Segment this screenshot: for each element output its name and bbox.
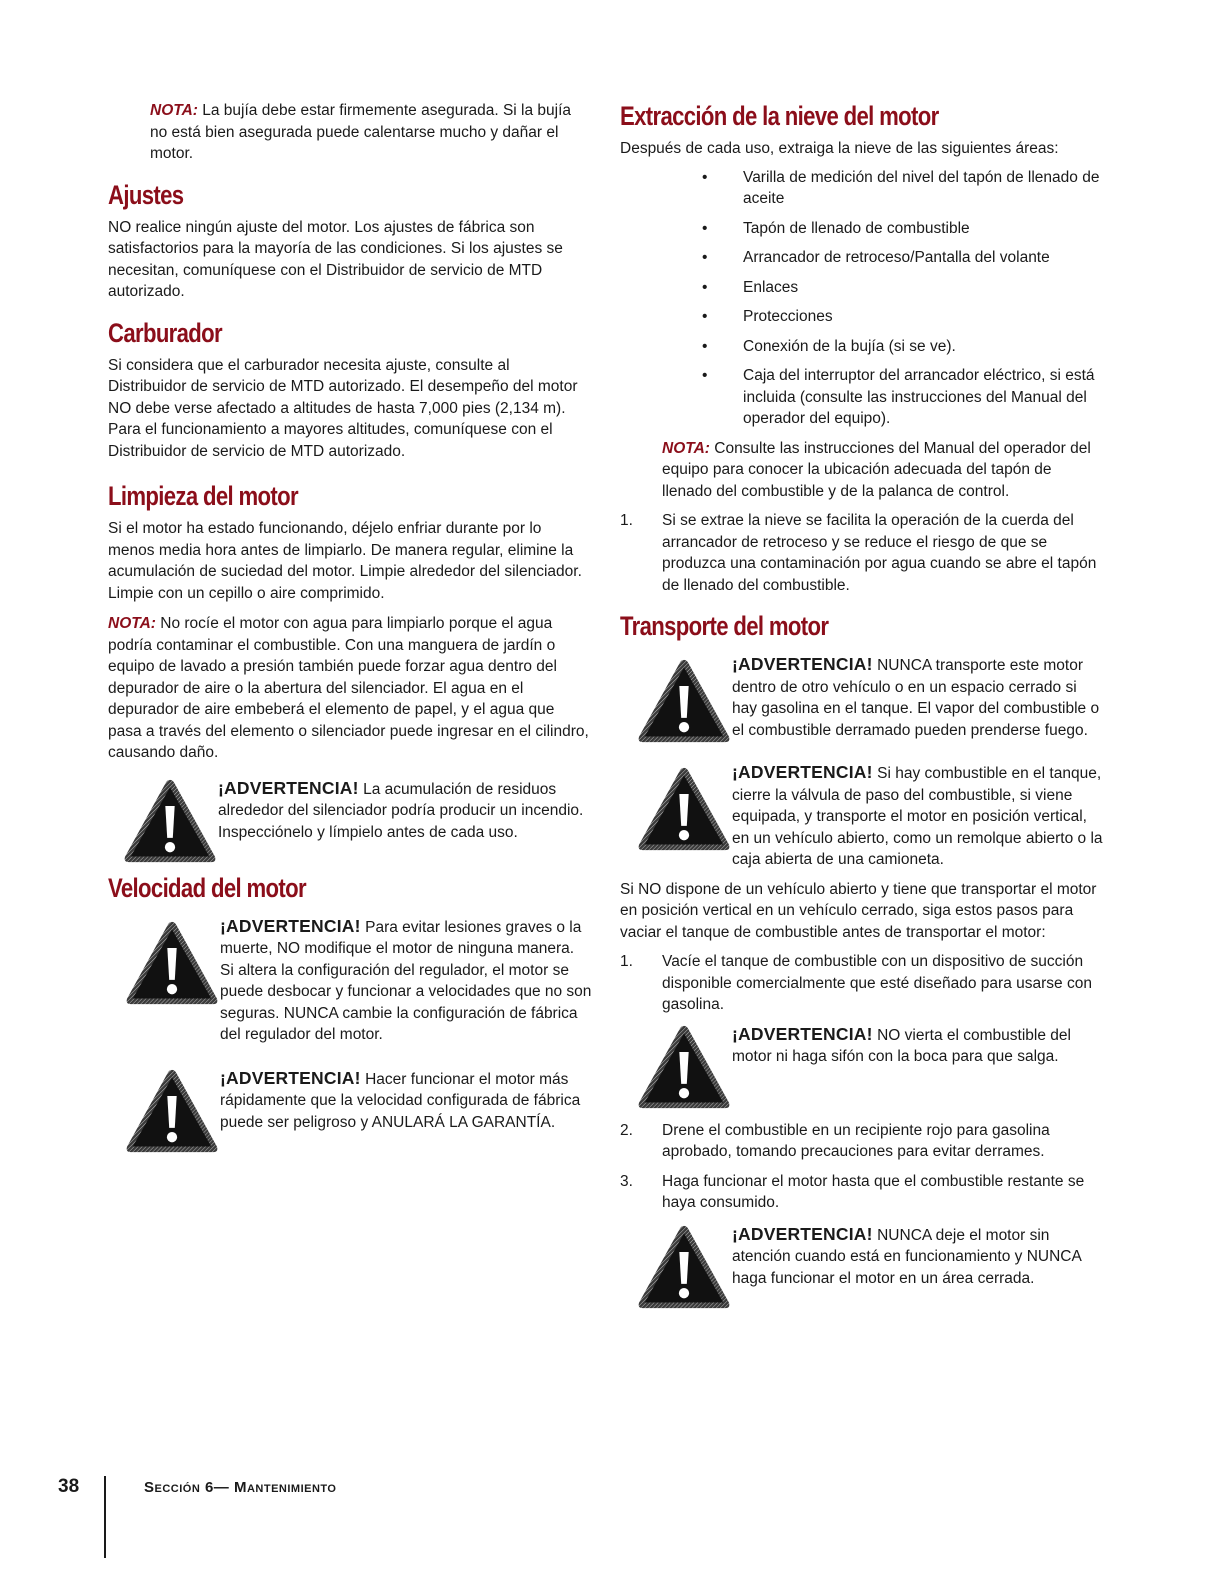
section-title: Sección 6— Mantenimiento: [144, 1479, 337, 1496]
warning-transporte-2: [620, 762, 1104, 871]
warning-triangle-icon: [124, 920, 220, 1006]
heading-limpieza: Limpieza del motor: [108, 481, 298, 511]
warning-text: NO vierta el combustible del motor ni haga sifón con la boca para que salga.: [732, 1026, 1071, 1065]
warning-triangle-icon: [636, 766, 732, 852]
warning-triangle-icon: [636, 658, 732, 744]
extraccion-intro: Después de cada uso, extraiga la nieve de las siguientes áreas:: [620, 140, 1059, 157]
heading-ajustes: Ajustes: [108, 179, 184, 210]
warning-text: La acumulación de residuos alrededor del silenciador podría producir un incendio. Inspecciónelo y límpielo antes de cada uso.: [218, 780, 584, 841]
nota-label: NOTA:: [150, 102, 198, 119]
warning-transporte-4: [620, 1224, 1104, 1310]
warning-text: Para evitar lesiones graves o la muerte, NO modifique el motor de ninguna manera. Si altera la configuración del regulador, el motor se puede desbocar y funcionar a velocidades que no son seguras. NUNCA cambie la configuración de fábrica del regulador del motor.: [220, 918, 592, 1043]
warning-triangle-icon: [122, 778, 218, 864]
list-item: • Enlaces: [702, 278, 799, 296]
limpieza-nota: [108, 613, 592, 764]
warning-title: ¡ADVERTENCIA!: [220, 915, 361, 936]
transporte-step-2: 2. Drene el combustible en un recipiente rojo para gasolina aprobado, tomando precauciones para evitar derrames.: [620, 1121, 1050, 1160]
warning-title: ¡ADVERTENCIA!: [220, 1067, 361, 1088]
nota-label: NOTA:: [662, 439, 710, 457]
warning-velocidad-2: [108, 1068, 592, 1152]
warning-velocidad-1: [108, 916, 592, 1056]
transporte-step-3: 3. Haga funcionar el motor hasta que el combustible restante se haya consumido.: [620, 1172, 1085, 1211]
right-column: [620, 100, 1104, 1310]
nota-text: La bujía debe estar firmemente asegurada. Si la bujía no está bien asegurada puede calentarse mucho y dañar el motor.: [150, 102, 572, 162]
carburador-text: Si considera que el carburador necesita ajuste, consulte al Distribuidor de servicio de MTD autorizado. El desempeño del motor NO debe verse afectado a altitudes de hasta 7,000 pies (2,134 m). Para el funcionamiento a mayores altitudes, comuníquese con el Distribuidor de servicio de MTD autorizado.: [108, 356, 578, 460]
nota-label: NOTA:: [108, 615, 156, 632]
footer-divider: [104, 1476, 106, 1558]
warning-text: NUNCA deje el motor sin atención cuando está en funcionamiento y NUNCA haga funcionar el motor en un área cerrada.: [732, 1226, 1081, 1287]
warning-title: ¡ADVERTENCIA!: [732, 1023, 873, 1044]
list-item: • Tapón de llenado de combustible: [702, 219, 970, 237]
heading-transporte: Transporte del motor: [620, 611, 829, 641]
warning-triangle-icon: [124, 1068, 220, 1154]
heading-extraccion: Extracción de la nieve del motor: [620, 101, 939, 131]
list-item: • Caja del interruptor del arrancador eléctrico, si está incluida (consulte las instrucciones del Manual del operador del equipo).: [702, 367, 1095, 427]
extraccion-bullet-list: [620, 167, 1104, 430]
left-column: [108, 100, 592, 1152]
warning-title: ¡ADVERTENCIA!: [732, 1223, 873, 1244]
warning-text: Hacer funcionar el motor más rápidamente que la velocidad configurada de fábrica puede ser peligroso y ANULARÁ LA GARANTÍA.: [220, 1070, 581, 1131]
warning-triangle-icon: [636, 1224, 732, 1310]
warning-triangle-icon: [636, 1024, 732, 1110]
nota-spark-plug: [150, 100, 592, 165]
heading-velocidad: Velocidad del motor: [108, 872, 306, 903]
nota-text: Consulte las instrucciones del Manual del operador del equipo para conocer la ubicación adecuada del tapón de llenado del combustible y de la palanca de control.: [662, 439, 1091, 500]
list-item: • Arrancador de retroceso/Pantalla del volante: [702, 249, 1050, 266]
transporte-intro: Si NO dispone de un vehículo abierto y tiene que transportar el motor en posición vertical en un vehículo cerrado, siga estos pasos para vaciar el tanque de combustible antes de transportar el motor:: [620, 880, 1097, 941]
warning-text: NUNCA transporte este motor dentro de otro vehículo o en un espacio cerrado si hay gasolina en el tanque. El vapor del combustible o el combustible derramado pueden prenderse fuego.: [732, 657, 1100, 739]
list-item: • Conexión de la bujía (si se ve).: [702, 337, 956, 355]
list-item: • Varilla de medición del nivel del tapón de llenado de aceite: [702, 168, 1100, 207]
extraccion-nota: [662, 438, 1104, 503]
warning-title: ¡ADVERTENCIA!: [732, 654, 873, 674]
warning-text: Si hay combustible en el tanque, cierre la válvula de paso del combustible, si viene equipada, y transporte el motor en posición vertical, en un vehículo abierto, como un remolque abierto o la caja abierta de una camioneta.: [732, 765, 1103, 868]
warning-title: ¡ADVERTENCIA!: [218, 777, 359, 798]
ajustes-text: NO realice ningún ajuste del motor. Los ajustes de fábrica son satisfactorios para la mayoría de las condiciones. Si los ajustes se necesitan, comuníquese con el Distribuidor de servicio de MTD autorizado.: [108, 218, 563, 300]
warning-transporte-1: [620, 654, 1104, 754]
nota-text: No rocíe el motor con agua para limpiarlo porque el agua podría contaminar el combustible. Con una manguera de jardín o equipo de lavado a presión también puede forzar agua dentro del depurador de aire o la abertura del silenciador. El agua en el depurador de aire embeberá el elemento de papel, y el agua que pasa a través del elemento o silenciador puede ingresar en el cilindro, causando daño.: [108, 615, 589, 761]
list-item: • Protecciones: [702, 308, 833, 325]
page-number: 38: [58, 1476, 80, 1497]
heading-carburador: Carburador: [108, 317, 223, 348]
warning-transporte-3: [620, 1024, 1104, 1110]
extraccion-step-1: 1. Si se extrae la nieve se facilita la operación de la cuerda del arrancador de retroceso y se reduce el riesgo de que se produzca una contaminación por agua cuando se abre el tapón de llenado del combustible.: [620, 512, 1097, 594]
warning-limpieza: [108, 778, 592, 862]
limpieza-text: Si el motor ha estado funcionando, déjelo enfriar durante por lo menos media hora antes de limpiarlo. De manera regular, elimine la acumulación de suciedad del motor. Limpie alrededor del silenciador. Limpie con un cepillo o aire comprimido.: [108, 520, 582, 602]
warning-title: ¡ADVERTENCIA!: [732, 762, 873, 782]
transporte-step-1: 1. Vacíe el tanque de combustible con un dispositivo de succión disponible comercialmente que esté diseñado para usarse con gasolina.: [620, 953, 1092, 1013]
